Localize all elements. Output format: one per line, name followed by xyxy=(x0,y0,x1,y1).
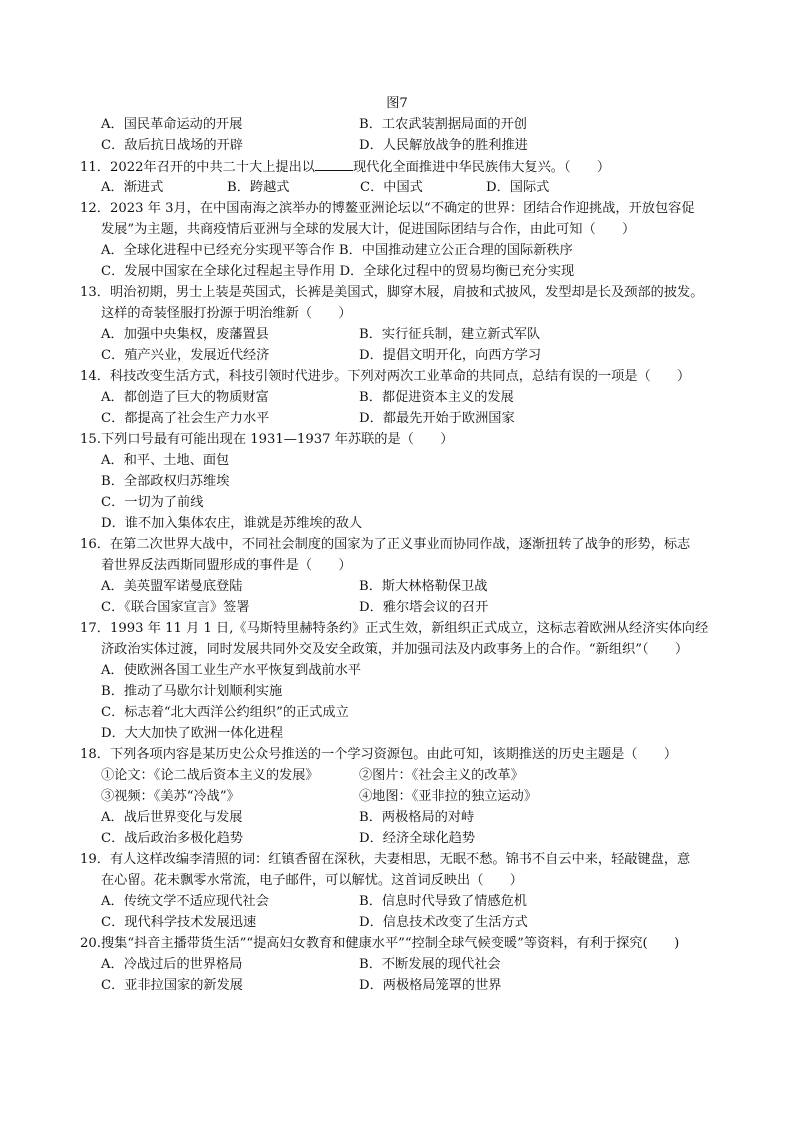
q12-options-ab: A．全球化进程中已经充分实现平等合作 B．中国推动建立公正合理的国际新秩序 xyxy=(101,243,573,258)
q11-stem xyxy=(80,157,610,178)
figure-caption: 图7 xyxy=(386,96,408,111)
q10-option-a: A．国民革命运动的开展 xyxy=(101,117,243,132)
q11-option-a: A．渐进式 xyxy=(101,180,164,195)
q20-option-c: C．亚非拉国家的新发展 xyxy=(101,978,243,993)
q20-option-a: A．冷战过后的世界格局 xyxy=(101,957,243,972)
q11-options xyxy=(101,178,549,198)
q19-option-b: B．信息时代导致了情感危机 xyxy=(359,894,527,909)
q19-option-d: D．信息技术改变了生活方式 xyxy=(359,915,528,930)
q18-option-d: D．经济全球化趋势 xyxy=(359,831,476,846)
q16-option-d: D．雅尔塔会议的召开 xyxy=(359,600,489,615)
q10-option-b: B．工农武装割据局面的开创 xyxy=(359,117,527,132)
q18-resource-3: ③视频：《美苏“冷战”》 xyxy=(101,789,240,804)
q14-stem: 14．科技改变生活方式，科技引领时代进步。下列对两次工业革命的共同点，总结有误的一项是（ ） xyxy=(80,369,691,384)
q11-option-d: D．国际式 xyxy=(486,180,550,195)
q17-option-a: A．使欧洲各国工业生产水平恢复到战前水平 xyxy=(101,663,362,678)
q19-stem-line1: 19．有人这样改编李清照的词：红镇香留在深秋，夫妻相思，无眠不愁。锦书不自云中来，轻敲键盘，意 xyxy=(80,852,691,867)
q12-stem-line2: 发展”为主题，共商疫情后亚洲与全球的发展大计，促进国际团结与合作，由此可知（ ） xyxy=(101,222,636,237)
q17-option-c: C．标志着“北大西洋公约组织”的正式成立 xyxy=(101,705,349,720)
q20-stem: 20.搜集“抖音主播带货生活”“提高妇女教育和健康水平”“控制全球气候变暖”等资料，有利于探究( ) xyxy=(80,936,680,951)
q12-options-cd: C．发展中国家在全球化过程起主导作用 D．全球化过程中的贸易均衡已充分实现 xyxy=(101,264,575,279)
q10-option-d: D．人民解放战争的胜利推进 xyxy=(359,138,528,153)
q13-option-a: A．加强中央集权，废藩置县 xyxy=(101,327,269,342)
q11-option-b: B．跨越式 xyxy=(227,180,290,195)
q18-option-c: C．战后政治多极化趋势 xyxy=(101,831,243,846)
q20-option-b: B．不断发展的现代社会 xyxy=(359,957,501,972)
q11-stem-part1: 11．2022年召开的中共二十大上提出以 xyxy=(80,160,315,175)
q17-option-b: B．推动了马歇尔计划顺利实施 xyxy=(101,684,283,699)
q15-option-d: D．谁不加入集体农庄，谁就是苏维埃的敌人 xyxy=(101,516,363,531)
q11-option-c: C．中国式 xyxy=(360,180,423,195)
q11-blank xyxy=(315,157,353,171)
q15-option-c: C．一切为了前线 xyxy=(101,495,204,510)
q18-resource-4: ④地图：《亚非拉的独立运动》 xyxy=(359,789,538,804)
q13-option-b: B．实行征兵制，建立新式军队 xyxy=(359,327,541,342)
q18-resource-2: ②图片：《社会主义的改革》 xyxy=(359,768,524,783)
q19-option-c: C．现代科学技术发展迅速 xyxy=(101,915,257,930)
q14-option-b: B．都促进资本主义的发展 xyxy=(359,390,514,405)
q17-option-d: D．大大加快了欧洲一体化进程 xyxy=(101,726,284,741)
q19-stem-line2: 在心留。花未飘零水常流，电子邮件，可以解忧。这首词反映出（ ） xyxy=(101,873,523,888)
q16-stem-line2: 着世界反法西斯同盟形成的事件是（ ） xyxy=(101,558,352,573)
q15-stem: 15.下列口号最有可能出现在 1931—1937 年苏联的是（ ） xyxy=(80,432,454,447)
q13-stem-line1: 13．明治初期，男士上装是英国式，长裤是美国式，脚穿木屐，肩披和式披风，发型却是长及颈部的披发。 xyxy=(80,285,704,300)
q14-option-c: C．都提高了社会生产力水平 xyxy=(101,411,270,426)
q11-stem-part2: 现代化全面推进中华民族伟大复兴。（ ） xyxy=(352,160,611,175)
q17-stem-line1: 17．1993 年 11 月 1 日,《马斯特里赫特条约》正式生效，新组织正式成立，这标志着欧洲从经济实体向经 xyxy=(80,621,709,636)
q18-stem: 18．下列各项内容是某历史公众号推送的一个学习资源包。由此可知，该期推送的历史主题是（ ） xyxy=(80,747,678,762)
q18-option-a: A．战后世界变化与发展 xyxy=(101,810,243,825)
q18-resource-1: ①论文：《论二战后资本主义的发展》 xyxy=(101,768,319,783)
q16-stem-line1: 16．在第二次世界大战中，不同社会制度的国家为了正义事业而协同作战，逐渐扭转了战争的形势，标志 xyxy=(80,537,691,552)
q16-option-b: B．斯大林格勒保卫战 xyxy=(359,579,488,594)
q10-option-c: C．敌后抗日战场的开辟 xyxy=(101,138,243,153)
q16-option-c: C．《联合国家宣言》签署 xyxy=(101,600,250,615)
q19-option-a: A．传统文学不适应现代社会 xyxy=(101,894,269,909)
q14-option-d: D．都最先开始于欧洲国家 xyxy=(359,411,515,426)
q15-option-b: B．全部政权归苏维埃 xyxy=(101,474,230,489)
q14-option-a: A．都创造了巨大的物质财富 xyxy=(101,390,269,405)
q17-stem-line2: 济政治实体过渡，同时发展共同外交及安全政策，并加强司法及内政事务上的合作。“新组织”（ ） xyxy=(101,642,689,657)
q13-stem-line2: 这样的奇装怪服打扮源于明治维新（ ） xyxy=(101,306,352,321)
q18-option-b: B．两极格局的对峙 xyxy=(359,810,475,825)
q13-option-d: D．提倡文明开化，向西方学习 xyxy=(359,348,542,363)
q12-stem-line1: 12．2023 年 3月，在中国南海之滨举办的博鳌亚洲论坛以“不确定的世界：团结合作迎挑战，开放包容促 xyxy=(80,201,695,216)
q13-option-c: C．殖产兴业，发展近代经济 xyxy=(101,348,270,363)
q20-option-d: D．两极格局笼罩的世界 xyxy=(359,978,502,993)
q15-option-a: A．和平、土地、面包 xyxy=(101,453,230,468)
q16-option-a: A．美英盟军诺曼底登陆 xyxy=(101,579,243,594)
